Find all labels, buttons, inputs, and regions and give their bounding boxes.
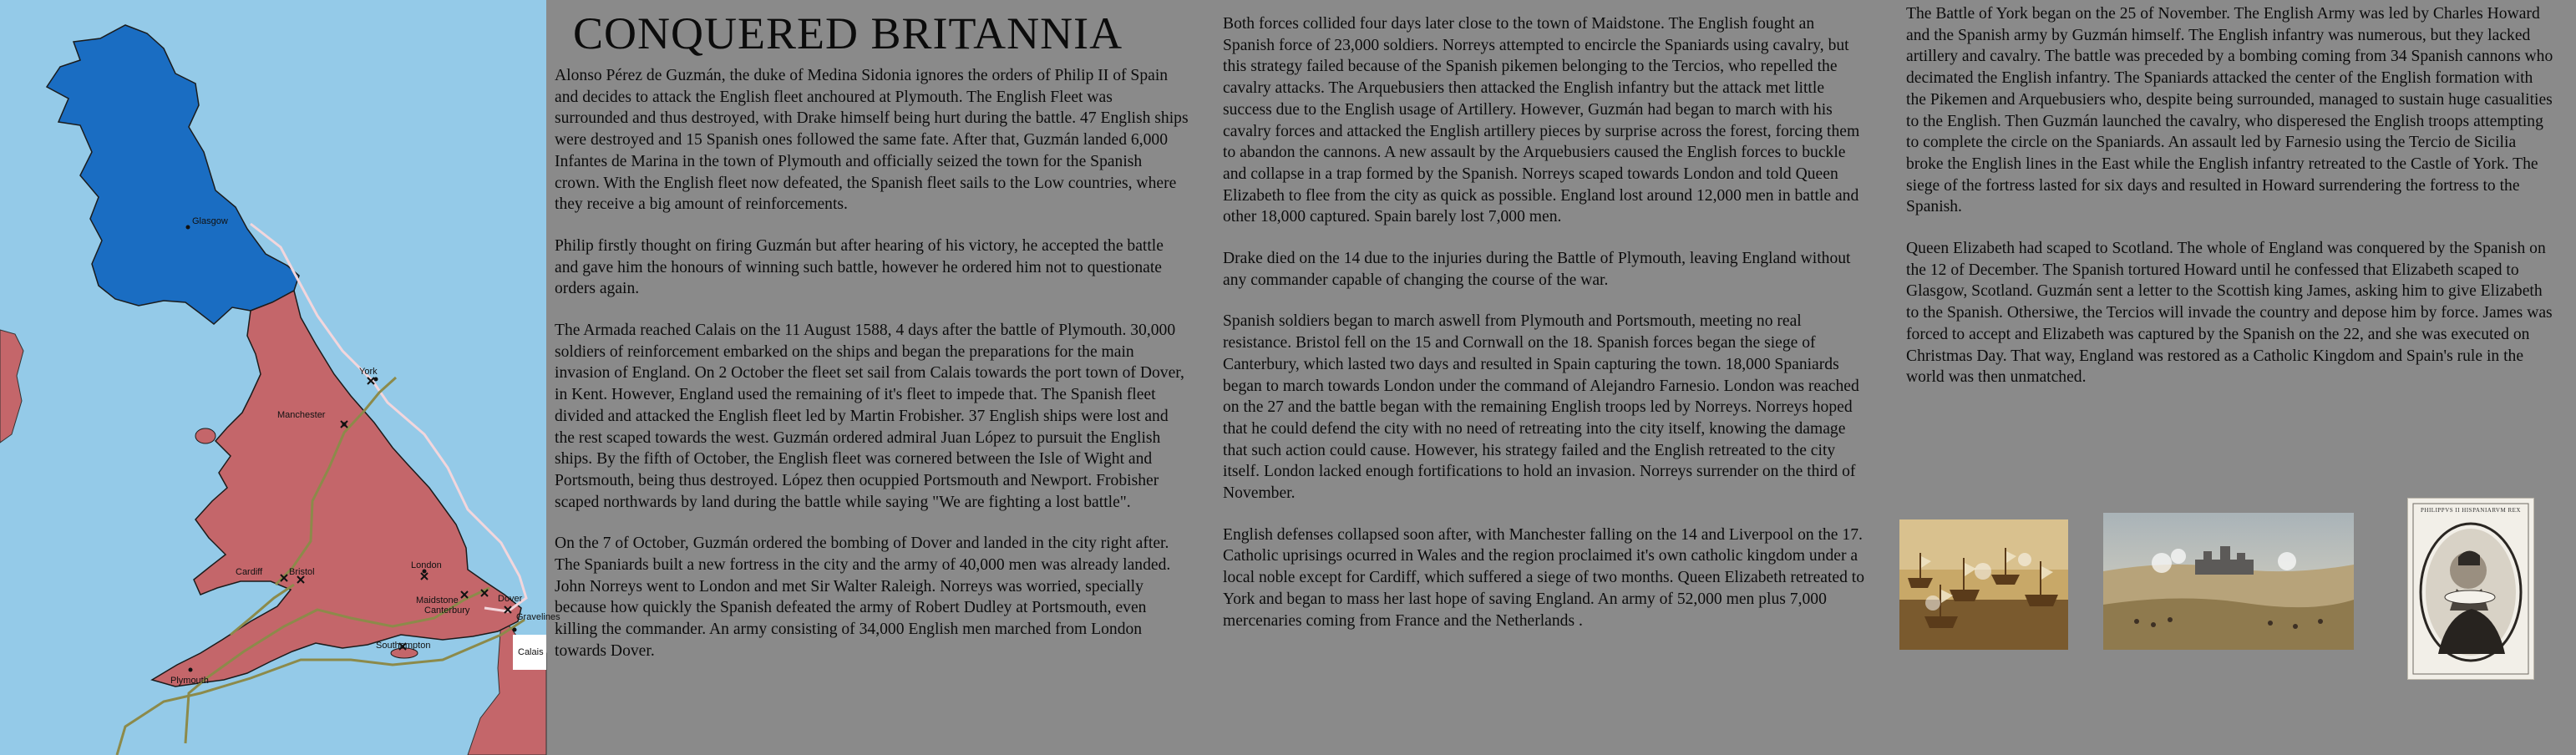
text-column-1 [555,0,1189,682]
paragraph: English defenses collapsed soon after, with Manchester falling on the 14 and Liverpool on the 17. Catholic uprisings ocurred in Wales and the region proclaimed it's own catholic kingdom under a local noble except for Cardiff, which suffered a siege of two months. Queen Elizabeth retreated to York and began to mass her last hope of saving England. An army of 52,000 men plus 7,000 mercenaries coming from France and the Netherlands . [1223,525,1865,630]
page-title: CONQUERED BRITANNIA [573,8,1123,58]
label-london: London [411,560,442,570]
paragraph: Drake died on the 14 due to the injuries during the Battle of Plymouth, leaving England without any commander capable of changing the course of the war. [1223,250,1851,289]
label-dover: Dover [498,594,523,604]
label-gravelines: Gravelines [516,612,560,622]
paragraph: Philip firstly thought on firing Guzmán but after hearing of his victory, he accepted the battle and gave him the honours of winning such battle, however he ordered him not to questionate orders again. [555,236,1164,298]
paragraph: Queen Elizabeth had scaped to Scotland. The whole of England was conquered by the Spanish on the 12 of December. The Spanish tortured Howard until he confessed that Elizabeth scaped to Glasgow, Scotland. Guzmán sent a letter to the Scottish king James, asking him to give Elizabeth to the Spanish. Othersiwe, the Tercios will invade the country and depose him by force. James was forced to accept and Elizabeth was captured by the Spanish on the 22, and she was executed on Christmas Day. That way, England was restored as a Catholic Kingdom and Spain's rule in the world was then unmatched. [1906,240,2553,387]
siege-landscape-painting [2103,513,2354,650]
text-column-3 [1906,3,2556,408]
paragraph: The Armada reached Calais on the 11 August 1588, 4 days after the battle of Plymouth. 30,000 soldiers of reinforcement embarked on the ships and began the preparations for the main invasion of England. On 2 October the fleet set sail from Calais towards the port town of Dover, in Kent. However, England used the remaining of it's fleet to impede that. The Spanish fleet divided and attacked the English fleet led by Martin Frobisher. 37 English ships were lost and the rest scaped towards the west. Guzmán ordered admiral Juan López to pursuit the English ships. By the fifth of October, the English fleet was cornered between the Isle of Wight and Portsmouth, being thus destroyed. López then ocuppied Portsmouth and Newport. Frobisher scaped northwards by land during the battle while saying "We are fighting a lost battle". [555,322,1184,511]
map-panel [0,0,560,755]
ireland-edge [0,330,23,443]
paragraph: Both forces collided four days later close to the town of Maidstone. The English fought an Spanish force of 23,000 soldiers. Norreys attempted to encircle the Spaniards using cavalry, but this strategy failed because of the Spanish pikemen belonging to the Tercios, who repelled the cavalry attacks. The Arquebusiers then attacked the English infantry but the attack met little success due to the English usage of Artillery. However, Guzmán had began to march with his cavalry forces and attacked the English artillery pieces by surprise across the forest, forcing them to abandon the cannons. A new assault by the Arquebusiers caused the English forces to buckle and collapse in a trap formed by the Spanish. Norreys scaped towards London and told Queen Elizabeth to flee from the city as quick as possible. England lost around 12,000 men in battle and other 18,000 captured. Spain barely lost 7,000 men. [1223,15,1860,226]
label-plymouth: Plymouth [170,676,209,686]
paragraph: Spanish soldiers began to march aswell from Plymouth and Portsmouth, meeting no real resistance. Bristol fell on the 15 and Cornwall on the 18. Spanish forces began the siege of Canterbury, which lasted two days and resulted in Spain capturing the town. 18,000 Spaniards began to march towards London under the command of Alejandro Farnesio. London was reached on the 27 and the battle began with the remaining English troops led by Norreys. Norreys hoped that he could defend the city with no need of retreating into the city itself, knowing the damage that such action could cause. However, his strategy failed and the English retreated to the city itself. London lacked enough fortifications to hold an invasion. Norreys surrender on the third of November. [1223,312,1859,503]
naval-battle-painting [1899,519,2068,650]
paragraph: On the 7 of October, Guzmán ordered the bombing of Dover and landed in the city right after. The Spaniards built a new fortress in the city and the army of 40,000 men was already landed. John Norreys went to London and met Sir Walter Raleigh. Norreys was worried, specially because how quickly the Spanish defeated the army of Robert Dudley at Portsmouth, even killing the commander. An army consisting of 34,000 English men marched from London towards Dover. [555,535,1171,660]
paragraph: The Battle of York began on the 25 of November. The English Army was led by Charles Howard and the Spanish army by Guzmán himself. The English infantry was numerous, but they lacked artillery and cavalry. The battle was preceded by a bombing coming from 34 Spanish cannons who decimated the English infantry. The Spaniards attacked the center of the English formation with the Pikemen and Arquebusiers who, despite being surrounded, managed to sustain huge casualities to the English. Then Guzmán launched the cavalry, who disperesed the English troops attempting to complete the circle on the Spaniards. An assault led by Farnesio using the Tercio de Sicilia broke the English lines in the East while the English infantry retreated to the Castle of York. The siege of the fortress lasted for six days and resulted in Howard surrendering the fortress to the Spanish. [1906,5,2553,216]
portrait-caption: PHILIPPVS II HISPANIARVM REX [2421,507,2521,514]
label-canterbury: Canterbury [424,606,470,616]
text-column-2 [1223,13,1868,651]
anglesey [195,428,216,443]
britain-map [0,0,560,755]
label-york: York [359,367,378,377]
label-maidstone: Maidstone [416,595,459,606]
label-manchester: Manchester [277,410,326,420]
label-bristol: Bristol [289,567,315,577]
label-calais: Calais [518,647,544,657]
label-southampton: Southampton [376,641,431,651]
philip-ii-portrait [2407,498,2534,680]
label-glasgow: Glasgow [192,216,228,226]
england-region [152,291,521,687]
scotland-region [47,25,299,324]
paragraph: Alonso Pérez de Guzmán, the duke of Medina Sidonia ignores the orders of Philip II of Spain and decides to attack the English fleet anchoured at Plymouth. The English Fleet was surrounded and thus destroyed, with Drake himself being hurt during the battle. 47 English ships were destroyed and 15 Spanish ones followed the same fate. After that, Guzmán landed 6,000 Infantes de Marina in the town of Plymouth and officially seized the town for the Spanish crown. With the English fleet now defeated, the Spanish fleet sails to the Low countries, where they receive a big amount of reinforcements. [555,67,1189,214]
label-cardiff: Cardiff [236,567,263,577]
